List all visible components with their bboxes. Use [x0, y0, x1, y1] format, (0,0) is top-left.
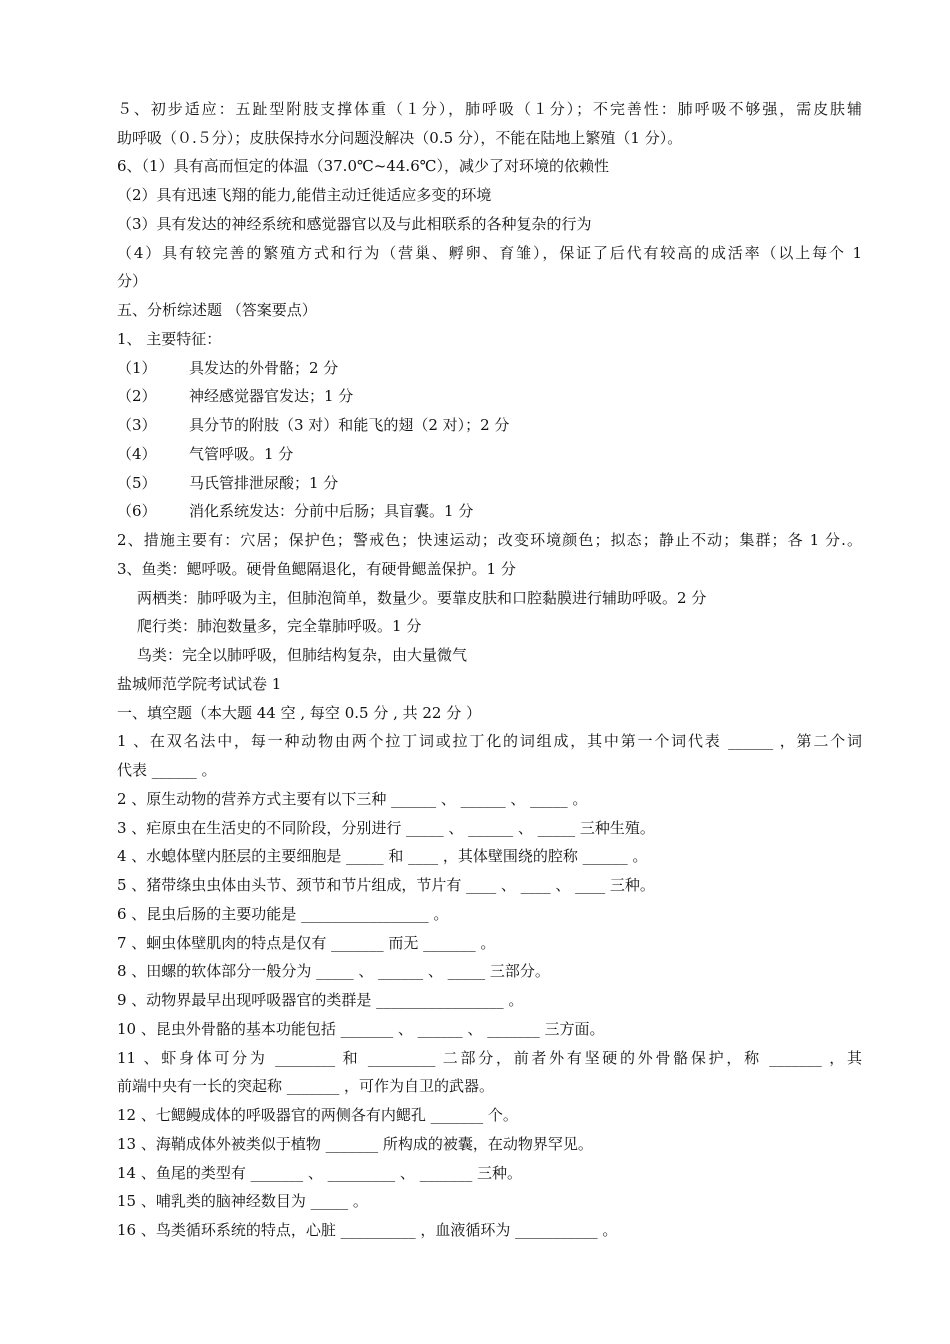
question-line: 1 、在双名法中，每一种动物由两个拉丁词或拉丁化的词组成，其中第一个词代表 ______ ，第二个词 — [117, 732, 862, 750]
q1-feature-item — [117, 473, 862, 493]
q1-feature-item — [117, 444, 862, 464]
answer-5-line-1: ５、初步适应：五趾型附肢支撑体重（１分），肺呼吸（１分）；不完善性：肺呼吸不够强，需皮肤辅 — [117, 100, 862, 118]
answer-6-line-4: （4）具有较完善的繁殖方式和行为（营巢、孵卵、育雏），保证了后代有较高的成活率（以上每个 1 — [117, 244, 862, 262]
section-5-q3-line-4: 鸟类：完全以肺呼吸，但肺结构复杂，由大量微气 — [137, 646, 468, 664]
answer-5-line-2: 助呼吸（０.５分）；皮肤保持水分问题没解决（0.5 分），不能在陆地上繁殖（1 分）。 — [117, 129, 683, 147]
section-5-q3-line-1: 3、鱼类：鳃呼吸。硬骨鱼鳃隔退化，有硬骨鳃盖保护。1 分 — [117, 560, 516, 578]
exam-title: 盐城师范学院考试试卷 1 — [117, 675, 282, 693]
answer-6-line-3: （3）具有发达的神经系统和感觉器官以及与此相联系的各种复杂的行为 — [117, 215, 592, 233]
question-line: 8 、田螺的软体部分一般分为 _____ 、 ______ 、 _____ 三部分。 — [117, 962, 550, 980]
section-5-q3-line-3: 爬行类：肺泡数量多，完全靠肺呼吸。1 分 — [137, 617, 422, 635]
item-number: （2） — [117, 387, 157, 405]
section-1-title: 一、填空题（本大题 44 空 , 每空 0.5 分 , 共 22 分 ） — [117, 704, 482, 722]
section-5-q2: 2、措施主要有：穴居；保护色；警戒色；快速运动；改变环境颜色；拟态；静止不动；集群；各 1 分.。 — [117, 531, 862, 549]
question-line: 12 、七鳃鳗成体的呼吸器官的两侧各有内鳃孔 _______ 个。 — [117, 1106, 518, 1124]
question-line: 16 、鸟类循环系统的特点，心脏 __________ ，血液循环为 ___________ 。 — [117, 1221, 618, 1239]
answer-6-line-5: 分） — [117, 272, 148, 290]
item-number: （1） — [117, 359, 157, 377]
question-line: 13 、海鞘成体外被类似于植物 _______ 所构成的被囊，在动物界罕见。 — [117, 1135, 593, 1153]
section-5-q1-title: 1、 主要特征： — [117, 330, 222, 348]
item-text: 神经感觉器官发达；1 分 — [189, 387, 354, 405]
question-line: 前端中央有一长的突起称 _______ ，可作为自卫的武器。 — [117, 1077, 495, 1095]
section-5-q3-line-2: 两栖类：肺呼吸为主，但肺泡简单，数量少。要靠皮肤和口腔黏膜进行辅助呼吸。2 分 — [137, 589, 707, 607]
question-line: 10 、昆虫外骨骼的基本功能包括 _______ 、 ______ 、 _______ 三方面。 — [117, 1020, 605, 1038]
item-text: 气管呼吸。1 分 — [189, 445, 294, 463]
answer-6-line-2: （2）具有迅速飞翔的能力,能借主动迁徙适应多变的环境 — [117, 186, 492, 204]
item-text: 消化系统发达：分前中后肠；具盲囊。1 分 — [189, 502, 474, 520]
item-text: 马氏管排泄尿酸；1 分 — [189, 474, 339, 492]
answer-6-line-1: 6、（1）具有高而恒定的体温（37.0℃~44.6℃），减少了对环境的依赖性 — [117, 157, 610, 175]
question-line: 代表 ______ 。 — [117, 761, 217, 779]
question-line: 2 、原生动物的营养方式主要有以下三种 ______ 、 ______ 、 _____ 。 — [117, 790, 588, 808]
question-line: 11 、虾身体可分为 ________ 和 _________ 二部分，前者外有坚硬的外骨骼保护，称 _______ ，其 — [117, 1049, 862, 1067]
question-line: 5 、猪带绦虫虫体由头节、颈节和节片组成，节片有 ____ 、 ____ 、 ____ 三种。 — [117, 876, 655, 894]
item-number: （5） — [117, 474, 157, 492]
q1-feature-item — [117, 501, 862, 521]
item-text: 具发达的外骨骼；2 分 — [189, 359, 339, 377]
item-number: （3） — [117, 416, 157, 434]
question-line: 6 、昆虫后肠的主要功能是 _________________ 。 — [117, 905, 449, 923]
q1-feature-item — [117, 386, 862, 406]
item-text: 具分节的附肢（3 对）和能飞的翅（2 对）；2 分 — [189, 416, 510, 434]
question-line: 14 、鱼尾的类型有 _______ 、 _________ 、 _______ 三种。 — [117, 1164, 522, 1182]
section-5-title: 五、分析综述题 （答案要点） — [117, 301, 317, 319]
q1-feature-item — [117, 358, 862, 378]
question-line: 3 、疟原虫在生活史的不同阶段，分别进行 _____ 、 ______ 、 _____ 三种生殖。 — [117, 819, 655, 837]
question-line: 4 、水螅体壁内胚层的主要细胞是 _____ 和 ____ ，其体壁围绕的腔称 ______ 。 — [117, 847, 648, 865]
question-line: 15 、哺乳类的脑神经数目为 _____ 。 — [117, 1192, 368, 1210]
question-line: 7 、蛔虫体壁肌肉的特点是仅有 _______ 而无 _______ 。 — [117, 934, 496, 952]
question-line: 9 、动物界最早出现呼吸器官的类群是 _________________ 。 — [117, 991, 524, 1009]
q1-feature-item — [117, 415, 862, 435]
item-number: （4） — [117, 445, 157, 463]
item-number: （6） — [117, 502, 157, 520]
